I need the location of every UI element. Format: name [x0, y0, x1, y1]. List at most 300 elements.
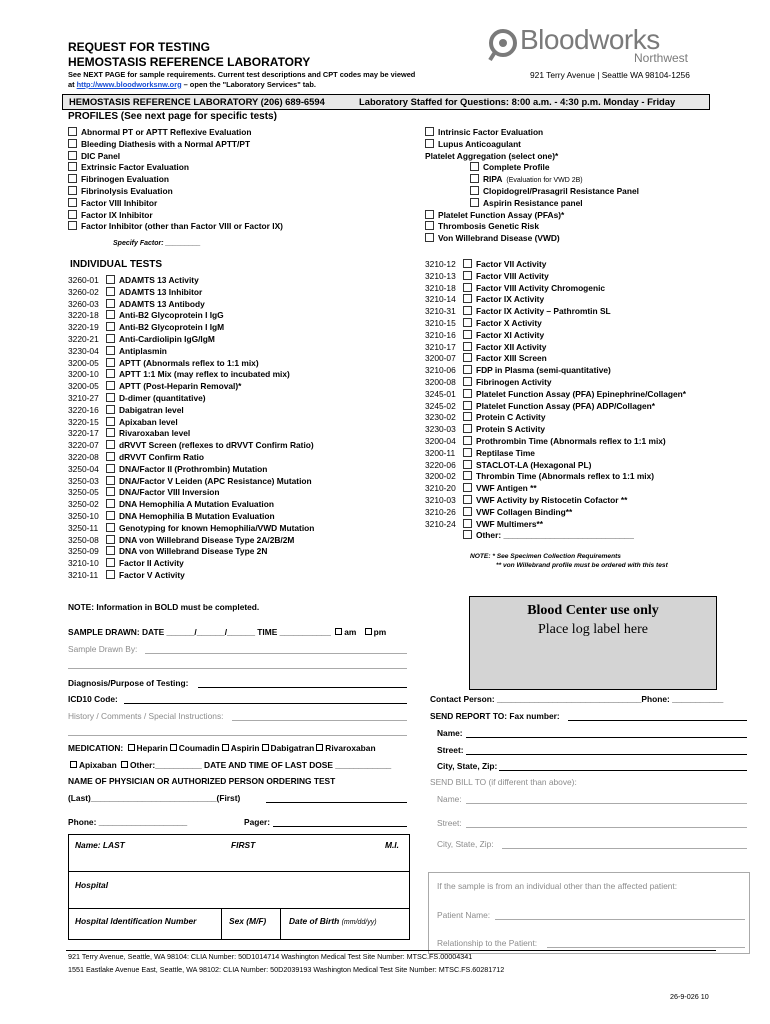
- profiles-title: PROFILES (See next page for specific tests): [68, 111, 277, 122]
- profile-item-checkbox[interactable]: [68, 210, 77, 219]
- other-checkbox[interactable]: [463, 530, 472, 539]
- test-code: 3220-08: [68, 451, 99, 462]
- test-label: STACLOT-LA (Hexagonal PL): [476, 459, 592, 470]
- profile-item[interactable]: [68, 174, 283, 186]
- test-code: 3250-09: [68, 546, 99, 557]
- pager-line[interactable]: [273, 826, 407, 827]
- test-row[interactable]: [68, 428, 314, 440]
- logo-mark-icon: [486, 28, 520, 62]
- test-label: Rivaroxaban level: [119, 428, 191, 439]
- am-label: am: [344, 627, 357, 637]
- test-label: Factor VIII Activity Chromogenic: [476, 282, 606, 293]
- medication-label: Rivaroxaban: [325, 743, 376, 753]
- profile-item[interactable]: [68, 221, 283, 233]
- test-label: Anti-B2 Glycoprotein I IgM: [119, 322, 225, 333]
- profile-item[interactable]: [68, 186, 283, 198]
- test-code: 3250-03: [68, 475, 99, 486]
- test-code: 3220-16: [68, 404, 99, 415]
- test-notes: [470, 552, 668, 570]
- test-checkbox[interactable]: [463, 353, 472, 362]
- test-checkbox[interactable]: [106, 334, 115, 343]
- test-code: 3245-02: [425, 400, 456, 411]
- test-checkbox[interactable]: [463, 483, 472, 492]
- test-checkbox[interactable]: [106, 310, 115, 319]
- test-row[interactable]: [425, 377, 686, 389]
- profile-item-checkbox[interactable]: [68, 221, 77, 230]
- profile-item-checkbox[interactable]: [68, 151, 77, 160]
- profile-item-label: Abnormal PT or APTT Reflexive Evaluation: [81, 127, 252, 137]
- test-code: 3210-31: [425, 306, 456, 317]
- test-label: Factor IX Activity – Pathromtin SL: [476, 306, 611, 317]
- profile-item-checkbox[interactable]: [425, 127, 434, 136]
- medication-checkbox[interactable]: [262, 744, 269, 751]
- sample-drawn[interactable]: [68, 627, 386, 639]
- form-code: 26-9-026 10: [670, 992, 709, 1001]
- note-line1: See NEXT PAGE for sample requirements. Current test descriptions and CPT codes may be viewed: [68, 70, 416, 79]
- individual-title: INDIVIDUAL TESTS: [70, 259, 163, 270]
- test-row[interactable]: [425, 436, 686, 448]
- test-checkbox[interactable]: [106, 369, 115, 378]
- test-row[interactable]: [425, 271, 686, 283]
- test-row[interactable]: [425, 460, 686, 472]
- profile-item-checkbox[interactable]: [425, 221, 434, 230]
- test-code: 3220-15: [68, 416, 99, 427]
- test-checkbox[interactable]: [463, 318, 472, 327]
- profile-item[interactable]: [425, 221, 639, 233]
- send-bill-note: (if different than above):: [488, 777, 577, 787]
- bill-name-label: Name:: [437, 794, 462, 804]
- test-label: Antiplasmin: [119, 345, 167, 356]
- test-row[interactable]: [425, 353, 686, 365]
- test-row[interactable]: [68, 275, 314, 287]
- test-code: 3210-15: [425, 317, 456, 328]
- profile-item[interactable]: [425, 127, 639, 139]
- test-row[interactable]: [425, 424, 686, 436]
- test-label: dRVVT Confirm Ratio: [119, 451, 204, 462]
- sample-drawn-field[interactable]: SAMPLE DRAWN: DATE ______/______/______ TIME ___________: [68, 627, 331, 637]
- profile-item-label: Von Willebrand Disease (VWD): [438, 233, 560, 244]
- aggregation-option[interactable]: [470, 174, 639, 186]
- test-row[interactable]: [68, 381, 314, 393]
- aggregation-option[interactable]: [470, 186, 639, 198]
- other-test[interactable]: [463, 530, 634, 542]
- profile-item[interactable]: [68, 151, 283, 163]
- test-row[interactable]: [425, 519, 686, 531]
- test-code: 3210-17: [425, 341, 456, 352]
- test-checkbox[interactable]: [463, 471, 472, 480]
- test-row[interactable]: [425, 483, 686, 495]
- bloodworks-logo: [486, 26, 702, 66]
- medication-row2: [68, 760, 391, 772]
- pm-checkbox[interactable]: [365, 628, 372, 635]
- test-label: APTT (Abnormals reflex to 1:1 mix): [119, 357, 259, 368]
- history-line[interactable]: [232, 720, 407, 721]
- medication-label: MEDICATION:: [68, 743, 124, 753]
- specify-factor[interactable]: Specify Factor: _________: [113, 240, 201, 247]
- test-label: Apixaban level: [119, 416, 178, 427]
- test-label: Reptilase Time: [476, 447, 535, 458]
- aggregation-option-checkbox[interactable]: [470, 162, 479, 171]
- test-code: 3200-11: [425, 447, 456, 458]
- profile-item-label: Platelet Function Assay (PFAs)*: [438, 209, 565, 220]
- profile-item-checkbox[interactable]: [68, 139, 77, 148]
- test-checkbox[interactable]: [106, 440, 115, 449]
- other-med-field[interactable]: Other:__________ DATE AND TIME OF LAST DOSE ____________: [130, 760, 392, 770]
- test-row[interactable]: [68, 487, 314, 499]
- test-row[interactable]: [68, 546, 314, 558]
- icd10-line[interactable]: [124, 703, 407, 704]
- profile-item-checkbox[interactable]: [68, 198, 77, 207]
- test-checkbox[interactable]: [106, 299, 115, 308]
- test-label: Factor IX Activity: [476, 294, 545, 305]
- sex-label: Sex (M/F): [229, 916, 267, 926]
- test-label: ADAMTS 13 Antibody: [119, 298, 205, 309]
- test-code: 3210-20: [425, 483, 456, 494]
- test-row[interactable]: [68, 464, 314, 476]
- test-label: APTT 1:1 Mix (may reflex to incubated mix): [119, 369, 290, 380]
- test-row[interactable]: [425, 342, 686, 354]
- medication-label: Heparin: [136, 743, 168, 753]
- aggregation-option[interactable]: [470, 162, 639, 174]
- test-row[interactable]: [68, 310, 314, 322]
- test-label: Genotyping for known Hemophilia/VWD Mutation: [119, 522, 315, 533]
- individual-note: If the sample is from an individual other than the affected patient:: [437, 881, 678, 891]
- profile-item-checkbox[interactable]: [68, 186, 77, 195]
- test-code: 3250-11: [68, 522, 99, 533]
- profile-item-label: Lupus Anticoagulant: [438, 138, 521, 149]
- test-code: 3250-02: [68, 499, 99, 510]
- test-label: ADAMTS 13 Activity: [119, 275, 199, 285]
- test-code: 3220-19: [68, 322, 99, 333]
- test-row[interactable]: [425, 259, 686, 271]
- test-label: Factor XI Activity: [476, 329, 545, 340]
- medication-checkbox[interactable]: [316, 744, 323, 751]
- patient-vline1: [221, 908, 222, 939]
- report-name-label: Name:: [437, 728, 463, 738]
- test-checkbox[interactable]: [463, 424, 472, 433]
- test-checkbox[interactable]: [106, 487, 115, 496]
- test-checkbox[interactable]: [106, 381, 115, 390]
- test-row[interactable]: [68, 287, 314, 299]
- test-checkbox[interactable]: [463, 412, 472, 421]
- other-label: Other: ____________________________: [476, 530, 634, 540]
- test-code: 3220-18: [68, 310, 99, 321]
- test-checkbox[interactable]: [463, 519, 472, 528]
- profile-item-label: Factor VIII Inhibitor: [81, 197, 158, 208]
- report-street-line[interactable]: [466, 754, 747, 755]
- test-row[interactable]: [68, 393, 314, 405]
- aggregation-option[interactable]: [470, 198, 639, 210]
- test-checkbox[interactable]: [463, 377, 472, 386]
- test-checkbox[interactable]: [106, 511, 115, 520]
- history-line2[interactable]: [68, 735, 407, 736]
- test-row[interactable]: [68, 440, 314, 452]
- test-row[interactable]: [68, 511, 314, 523]
- physician-label: NAME OF PHYSICIAN OR AUTHORIZED PERSON ORDERING TEST: [68, 776, 336, 786]
- profiles-right-list: [425, 127, 639, 245]
- test-code: 3210-24: [425, 518, 456, 529]
- note-prefix: at: [68, 79, 77, 89]
- test-label: DNA/Factor VIII Inversion: [119, 487, 220, 498]
- test-checkbox[interactable]: [463, 389, 472, 398]
- profile-item-checkbox[interactable]: [425, 233, 434, 242]
- test-code: 3230-02: [425, 412, 456, 423]
- test-label: ADAMTS 13 Inhibitor: [119, 286, 203, 297]
- individual-left-list: [68, 275, 314, 582]
- test-label: DNA Hemophilia B Mutation Evaluation: [119, 510, 275, 521]
- test-code: 3245-01: [425, 388, 456, 399]
- test-checkbox[interactable]: [463, 507, 472, 516]
- test-code: 3210-12: [425, 259, 456, 269]
- patient-name-line[interactable]: [495, 919, 745, 920]
- test-label: FDP in Plasma (semi-quantitative): [476, 365, 611, 376]
- bill-name-line[interactable]: [466, 803, 747, 804]
- test-label: VWF Antigen **: [476, 483, 537, 494]
- test-code: 3210-06: [425, 365, 456, 376]
- test-label: Protein S Activity: [476, 424, 546, 435]
- test-label: DNA Hemophilia A Mutation Evaluation: [119, 499, 274, 510]
- test-row[interactable]: [68, 558, 314, 570]
- test-checkbox[interactable]: [106, 358, 115, 367]
- test-checkbox[interactable]: [463, 436, 472, 445]
- test-row[interactable]: [68, 452, 314, 464]
- other-individual-box: [428, 872, 750, 954]
- aggregation-option-checkbox[interactable]: [470, 174, 479, 183]
- test-code: 3210-14: [425, 294, 456, 305]
- test-row[interactable]: [68, 369, 314, 381]
- test-row[interactable]: [68, 499, 314, 511]
- test-checkbox[interactable]: [463, 271, 472, 280]
- test-checkbox[interactable]: [106, 499, 115, 508]
- test-checkbox[interactable]: [463, 365, 472, 374]
- test-checkbox[interactable]: [463, 283, 472, 292]
- patient-mi-label: M.I.: [385, 840, 399, 850]
- test-checkbox[interactable]: [106, 558, 115, 567]
- test-row[interactable]: [425, 401, 686, 413]
- medication-label: Aspirin: [230, 743, 260, 753]
- footer-line1: 921 Terry Avenue, Seattle, WA 98104: CLIA Number: 50D1014714 Washington Medical Test Site Number: MTSC.FS.00004341: [68, 952, 473, 961]
- test-row[interactable]: [68, 334, 314, 346]
- title-line1: REQUEST FOR TESTING: [68, 40, 211, 54]
- test-row[interactable]: [425, 389, 686, 401]
- test-label: Factor VIII Activity: [476, 270, 549, 281]
- bill-city-label: City, State, Zip:: [437, 839, 494, 849]
- test-code: 3200-05: [68, 357, 99, 368]
- profile-item[interactable]: [68, 210, 283, 222]
- test-checkbox[interactable]: [106, 428, 115, 437]
- first-name-line[interactable]: [266, 802, 407, 803]
- test-row[interactable]: [68, 358, 314, 370]
- medication-checkbox[interactable]: [170, 744, 177, 751]
- test-checkbox[interactable]: [106, 464, 115, 473]
- aggregation-option-checkbox[interactable]: [470, 186, 479, 195]
- test-row[interactable]: [425, 495, 686, 507]
- medication-checkbox[interactable]: [128, 744, 135, 751]
- blood-center-title: Blood Center use only: [527, 603, 659, 618]
- apixaban-checkbox[interactable]: [70, 761, 77, 768]
- test-code: 3220-07: [68, 440, 99, 451]
- phone-field[interactable]: Phone: ___________________: [68, 817, 188, 827]
- profile-item[interactable]: [425, 139, 639, 151]
- test-row[interactable]: [68, 570, 314, 582]
- physician-name-field[interactable]: (Last)___________________________(First): [68, 793, 241, 803]
- profile-item-label: Intrinsic Factor Evaluation: [438, 127, 544, 137]
- test-row[interactable]: [425, 294, 686, 306]
- test-row[interactable]: [425, 330, 686, 342]
- fax-line[interactable]: [568, 720, 747, 721]
- test-checkbox[interactable]: [463, 294, 472, 303]
- test-row[interactable]: [68, 405, 314, 417]
- test-row[interactable]: [68, 523, 314, 535]
- profile-item-label: Fibrinogen Evaluation: [81, 174, 169, 185]
- test-row[interactable]: [68, 346, 314, 358]
- test-row[interactable]: [425, 448, 686, 460]
- test-row[interactable]: [68, 299, 314, 311]
- pager-label: Pager:: [244, 817, 271, 827]
- report-name-line[interactable]: [466, 737, 747, 738]
- lab-address: 921 Terry Avenue | Seattle WA 98104-1256: [530, 70, 690, 80]
- test-checkbox[interactable]: [463, 259, 472, 268]
- profile-item-checkbox[interactable]: [425, 210, 434, 219]
- test-label: Thrombin Time (Abnormals reflex to 1:1 mix): [476, 471, 655, 482]
- medication-label: Coumadin: [178, 743, 220, 753]
- test-row[interactable]: [68, 417, 314, 429]
- test-label: Factor X Activity: [476, 317, 542, 328]
- test-label: Factor V Activity: [119, 569, 185, 580]
- test-checkbox[interactable]: [106, 405, 115, 414]
- test-label: Fibrinogen Activity: [476, 376, 552, 387]
- send-bill-label: [430, 777, 577, 789]
- test-checkbox[interactable]: [106, 322, 115, 331]
- profiles-left-list: [68, 127, 283, 233]
- test-code: 3260-03: [68, 298, 99, 309]
- test-checkbox[interactable]: [463, 306, 472, 315]
- send-bill-text: SEND BILL TO: [430, 777, 487, 787]
- test-row[interactable]: [68, 476, 314, 488]
- apixaban-label: Apixaban: [79, 760, 117, 770]
- header-note: [68, 70, 415, 89]
- report-city-line[interactable]: [499, 770, 747, 771]
- test-code: 3230-04: [68, 345, 99, 356]
- diagnosis-line[interactable]: [198, 687, 407, 688]
- profile-item[interactable]: [68, 162, 283, 174]
- test-label: DNA/Factor II (Prothrombin) Mutation: [119, 463, 268, 474]
- profile-item[interactable]: [68, 139, 283, 151]
- profile-item[interactable]: [425, 210, 639, 222]
- other-med-checkbox[interactable]: [121, 761, 128, 768]
- profile-item-label: Factor IX Inhibitor: [81, 209, 153, 220]
- patient-name-label: Patient Name:: [437, 910, 491, 920]
- profile-item-checkbox[interactable]: [425, 139, 434, 148]
- test-label: Factor XIII Screen: [476, 353, 547, 364]
- test-checkbox[interactable]: [463, 495, 472, 504]
- test-code: 3200-04: [425, 435, 456, 446]
- bill-city-line[interactable]: [502, 848, 747, 849]
- test-checkbox[interactable]: [106, 452, 115, 461]
- report-street-label: Street:: [437, 745, 464, 755]
- sample-by-line[interactable]: [145, 653, 407, 654]
- test-checkbox[interactable]: [106, 476, 115, 485]
- test-code: 3250-05: [68, 487, 99, 498]
- test-checkbox[interactable]: [106, 287, 115, 296]
- test-label: D-dimer (quantitative): [119, 392, 206, 403]
- profile-item-checkbox[interactable]: [68, 162, 77, 171]
- test-checkbox[interactable]: [106, 570, 115, 579]
- banner-hours: Laboratory Staffed for Questions: 8:00 a.m. - 4:30 p.m. Monday - Friday: [359, 96, 676, 107]
- form-title: [68, 40, 310, 70]
- test-code: 3200-05: [68, 381, 99, 392]
- test-row[interactable]: [425, 318, 686, 330]
- test-checkbox[interactable]: [106, 535, 115, 544]
- profile-item[interactable]: [68, 127, 283, 139]
- test-code: 3200-08: [425, 376, 456, 387]
- profile-item-checkbox[interactable]: [68, 174, 77, 183]
- test-label: Factor XII Activity: [476, 341, 547, 352]
- test-checkbox[interactable]: [106, 546, 115, 555]
- blood-center-sub: Place log label here: [537, 622, 648, 637]
- test-row[interactable]: [425, 306, 686, 318]
- test-checkbox[interactable]: [463, 330, 472, 339]
- test-checkbox[interactable]: [463, 448, 472, 457]
- test-checkbox[interactable]: [106, 417, 115, 426]
- am-checkbox[interactable]: [335, 628, 342, 635]
- patient-box: [68, 834, 410, 940]
- blood-center-box: [469, 596, 717, 690]
- patient-last-label: Name: LAST: [75, 840, 125, 850]
- test-checkbox[interactable]: [106, 275, 115, 284]
- profile-item-label: Bleeding Diathesis with a Normal APTT/PT: [81, 138, 251, 149]
- profile-item-checkbox[interactable]: [68, 127, 77, 136]
- contact-field[interactable]: Contact Person: _______________________________Phone: ___________: [430, 694, 724, 704]
- test-row[interactable]: [425, 412, 686, 424]
- test-checkbox[interactable]: [106, 346, 115, 355]
- profile-item[interactable]: [68, 198, 283, 210]
- test-row[interactable]: [425, 507, 686, 519]
- test-row[interactable]: [425, 283, 686, 295]
- test-code: 3210-13: [425, 270, 456, 281]
- patient-divider1: [69, 871, 409, 872]
- test-checkbox[interactable]: [106, 393, 115, 402]
- test-checkbox[interactable]: [463, 460, 472, 469]
- test-row[interactable]: [425, 365, 686, 377]
- test-row[interactable]: [68, 322, 314, 334]
- bill-street-label: Street:: [437, 818, 462, 828]
- sample-by-label: Sample Drawn By:: [68, 644, 138, 654]
- test-code: 3250-08: [68, 534, 99, 545]
- test-checkbox[interactable]: [106, 523, 115, 532]
- test-code: 3210-26: [425, 506, 456, 517]
- bill-street-line[interactable]: [466, 827, 747, 828]
- sample-by-line2[interactable]: [68, 668, 407, 669]
- test-label: VWF Activity by Ristocetin Cofactor **: [476, 494, 628, 505]
- aggregation-option-checkbox[interactable]: [470, 198, 479, 207]
- website-link[interactable]: http://www.bloodworksnw.org: [76, 79, 182, 89]
- test-row[interactable]: [68, 535, 314, 547]
- medication-checkbox[interactable]: [222, 744, 229, 751]
- test-row[interactable]: [425, 471, 686, 483]
- test-label: dRVVT Screen (reflexes to dRVVT Confirm Ratio): [119, 440, 314, 451]
- profile-item[interactable]: [425, 233, 639, 245]
- dob-label: [289, 916, 377, 929]
- test-checkbox[interactable]: [463, 401, 472, 410]
- diagnosis-label: Diagnosis/Purpose of Testing:: [68, 678, 189, 688]
- test-checkbox[interactable]: [463, 342, 472, 351]
- test-code: 3200-02: [425, 471, 456, 482]
- relationship-line[interactable]: [547, 947, 745, 948]
- test-label: Dabigatran level: [119, 404, 184, 415]
- hosp-id-label: Hospital Identification Number: [75, 916, 197, 926]
- test-label: Prothrombin Time (Abnormals reflex to 1:1 mix): [476, 435, 666, 446]
